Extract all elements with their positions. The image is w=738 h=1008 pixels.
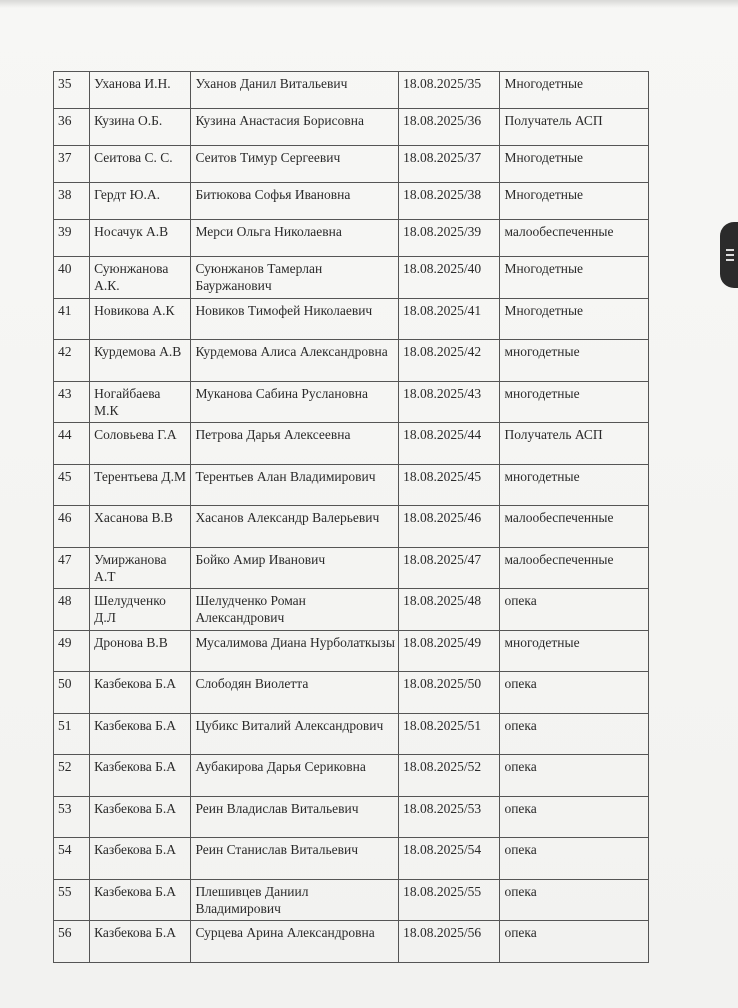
responsible-name: Кузина О.Б. [90,109,191,146]
row-number: 42 [54,340,90,382]
menu-line [726,259,734,261]
category: многодетные [500,630,649,672]
table-row [54,921,649,963]
menu-line [726,249,734,251]
row-number: 53 [54,796,90,838]
child-name: Петрова Дарья Алексеевна [191,423,399,465]
category: многодетные [500,381,649,423]
child-name: Хасанов Александр Валерьевич [191,506,399,548]
row-number: 47 [54,547,90,589]
table-row [54,838,649,880]
responsible-name: Курдемова А.В [90,340,191,382]
child-name: Плешивцев Даниил Владимирович [191,879,399,921]
table-row [54,72,649,109]
date-number: 18.08.2025/56 [399,921,500,963]
responsible-name: Казбекова Б.А [90,796,191,838]
table-row [54,109,649,146]
row-number: 37 [54,146,90,183]
child-name: Битюкова Софья Ивановна [191,183,399,220]
category: малообеспеченные [500,506,649,548]
responsible-name: Казбекова Б.А [90,838,191,880]
child-name: Курдемова Алиса Александровна [191,340,399,382]
table-row [54,713,649,755]
table-row [54,423,649,465]
category: Многодетные [500,72,649,109]
category: опека [500,921,649,963]
table-row [54,547,649,589]
category: малообеспеченные [500,220,649,257]
table-row [54,755,649,797]
row-number: 44 [54,423,90,465]
child-name: Сурцева Арина Александровна [191,921,399,963]
table-row [54,257,649,299]
category: Многодетные [500,146,649,183]
row-number: 41 [54,298,90,340]
category: Многодетные [500,257,649,299]
category: опека [500,713,649,755]
row-number: 39 [54,220,90,257]
child-name: Мерси Ольга Николаевна [191,220,399,257]
table-row [54,381,649,423]
category: опека [500,796,649,838]
row-number: 35 [54,72,90,109]
category: Получатель АСП [500,109,649,146]
date-number: 18.08.2025/47 [399,547,500,589]
child-name: Суюнжанов Тамерлан Бауржанович [191,257,399,299]
row-number: 40 [54,257,90,299]
child-name: Цубикс Виталий Александрович [191,713,399,755]
child-name: Сеитов Тимур Сергеевич [191,146,399,183]
page-edge-shadow [0,0,738,8]
table-row [54,220,649,257]
row-number: 51 [54,713,90,755]
category: Получатель АСП [500,423,649,465]
table-row [54,464,649,506]
date-number: 18.08.2025/54 [399,838,500,880]
child-name: Слободян Виолетта [191,672,399,714]
child-name: Мусалимова Диана Нурболаткызы [191,630,399,672]
table-row [54,298,649,340]
responsible-name: Уханова И.Н. [90,72,191,109]
responsible-name: Казбекова Б.А [90,672,191,714]
child-name: Муканова Сабина Руслановна [191,381,399,423]
table-row [54,183,649,220]
date-number: 18.08.2025/44 [399,423,500,465]
responsible-name: Казбекова Б.А [90,879,191,921]
row-number: 48 [54,589,90,631]
date-number: 18.08.2025/55 [399,879,500,921]
row-number: 45 [54,464,90,506]
responsible-name: Дронова В.В [90,630,191,672]
category: многодетные [500,464,649,506]
category: опека [500,838,649,880]
category: многодетные [500,340,649,382]
category: опека [500,589,649,631]
category: Многодетные [500,183,649,220]
responsible-name: Ногайбаева М.К [90,381,191,423]
responsible-name: Суюнжанова А.К. [90,257,191,299]
child-name: Новиков Тимофей Николаевич [191,298,399,340]
responsible-name: Гердт Ю.А. [90,183,191,220]
child-name: Бойко Амир Иванович [191,547,399,589]
responsible-name: Шелудченко Д.Л [90,589,191,631]
category: Многодетные [500,298,649,340]
responsible-name: Соловьева Г.А [90,423,191,465]
date-number: 18.08.2025/52 [399,755,500,797]
date-number: 18.08.2025/42 [399,340,500,382]
beneficiaries-table [53,71,649,963]
table-row [54,506,649,548]
date-number: 18.08.2025/43 [399,381,500,423]
date-number: 18.08.2025/49 [399,630,500,672]
row-number: 46 [54,506,90,548]
responsible-name: Хасанова В.В [90,506,191,548]
category: опека [500,672,649,714]
row-number: 49 [54,630,90,672]
table-row [54,796,649,838]
row-number: 54 [54,838,90,880]
date-number: 18.08.2025/46 [399,506,500,548]
menu-line [726,254,734,256]
responsible-name: Казбекова Б.А [90,921,191,963]
date-number: 18.08.2025/48 [399,589,500,631]
responsible-name: Носачук А.В [90,220,191,257]
table-row [54,630,649,672]
category: опека [500,755,649,797]
child-name: Аубакирова Дарья Сериковна [191,755,399,797]
category: опека [500,879,649,921]
child-name: Шелудченко Роман Александрович [191,589,399,631]
table-row [54,146,649,183]
date-number: 18.08.2025/39 [399,220,500,257]
child-name: Кузина Анастасия Борисовна [191,109,399,146]
responsible-name: Новикова А.К [90,298,191,340]
child-name: Терентьев Алан Владимирович [191,464,399,506]
row-number: 56 [54,921,90,963]
date-number: 18.08.2025/53 [399,796,500,838]
table-row [54,340,649,382]
table-row [54,589,649,631]
date-number: 18.08.2025/40 [399,257,500,299]
responsible-name: Терентьева Д.М [90,464,191,506]
date-number: 18.08.2025/38 [399,183,500,220]
child-name: Реин Станислав Витальевич [191,838,399,880]
row-number: 50 [54,672,90,714]
date-number: 18.08.2025/51 [399,713,500,755]
child-name: Реин Владислав Витальевич [191,796,399,838]
responsible-name: Умиржанова А.Т [90,547,191,589]
date-number: 18.08.2025/37 [399,146,500,183]
row-number: 52 [54,755,90,797]
date-number: 18.08.2025/45 [399,464,500,506]
date-number: 18.08.2025/50 [399,672,500,714]
child-name: Уханов Данил Витальевич [191,72,399,109]
table-row [54,672,649,714]
responsible-name: Казбекова Б.А [90,713,191,755]
date-number: 18.08.2025/35 [399,72,500,109]
row-number: 43 [54,381,90,423]
date-number: 18.08.2025/36 [399,109,500,146]
table-row [54,879,649,921]
row-number: 36 [54,109,90,146]
row-number: 55 [54,879,90,921]
row-number: 38 [54,183,90,220]
menu-handle-icon[interactable] [720,222,738,288]
category: малообеспеченные [500,547,649,589]
date-number: 18.08.2025/41 [399,298,500,340]
responsible-name: Сеитова С. С. [90,146,191,183]
responsible-name: Казбекова Б.А [90,755,191,797]
